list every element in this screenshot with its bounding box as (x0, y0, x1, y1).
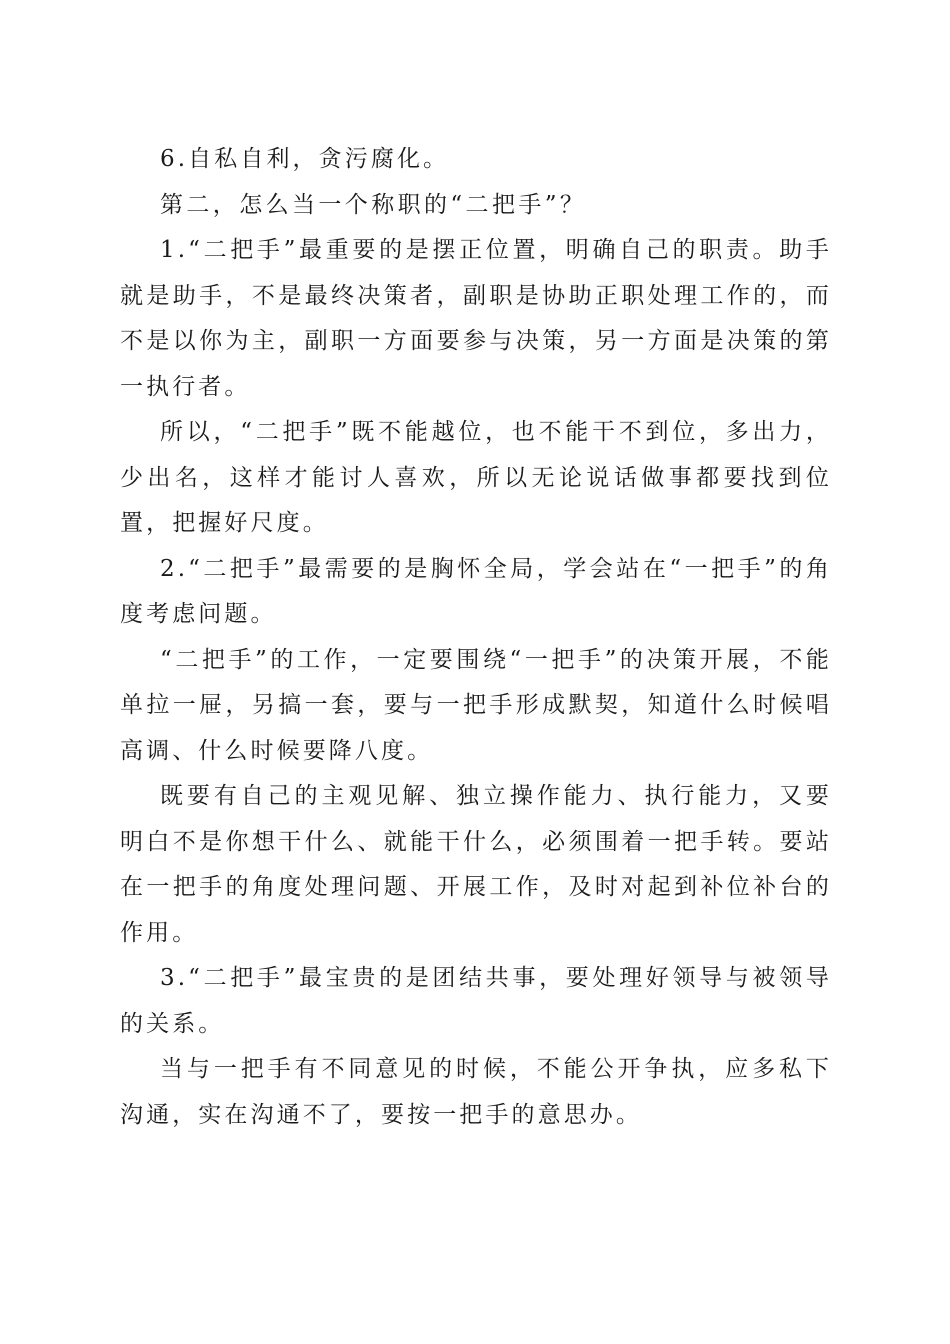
paragraph-point-3-detail: 当与一把手有不同意见的时候，不能公开争执，应多私下沟通，实在沟通不了，要按一把手的意思办。 (120, 1056, 832, 1128)
paragraph-point-1: 1.“二把手”最重要的是摆正位置，明确自己的职责。助手就是助手，不是最终决策者，副职是协助正职处理工作的，而不是以你为主，副职一方面要参与决策，另一方面是决策的第一执行者。 (120, 237, 832, 400)
paragraph-point-3: 3.“二把手”最宝贵的是团结共事，要处理好领导与被领导的关系。 (120, 965, 832, 1037)
paragraph-point-2: 2.“二把手”最需要的是胸怀全局，学会站在“一把手”的角度考虑问题。 (120, 555, 832, 627)
document-body (120, 137, 832, 1138)
paragraph-point-2-detail-b: 既要有自己的主观见解、独立操作能力、执行能力，又要明白不是你想干什么、就能干什么，必须围着一把手转。要站在一把手的角度处理问题、开展工作，及时对起到补位补台的作用。 (120, 783, 832, 946)
paragraph-point-1-detail: 所以，“二把手”既不能越位，也不能干不到位，多出力，少出名，这样才能讨人喜欢，所以无论说话做事都要找到位置，把握好尺度。 (120, 419, 832, 536)
paragraph-point-2-detail-a: “二把手”的工作，一定要围绕“一把手”的决策开展，不能单拉一屉，另搞一套，要与一把手形成默契，知道什么时候唱高调、什么时候要降八度。 (120, 646, 832, 764)
paragraph-item-6: 6.自私自利，贪污腐化。 (160, 146, 450, 172)
section-heading-2: 第二，怎么当一个称职的“二把手”？ (160, 191, 587, 218)
